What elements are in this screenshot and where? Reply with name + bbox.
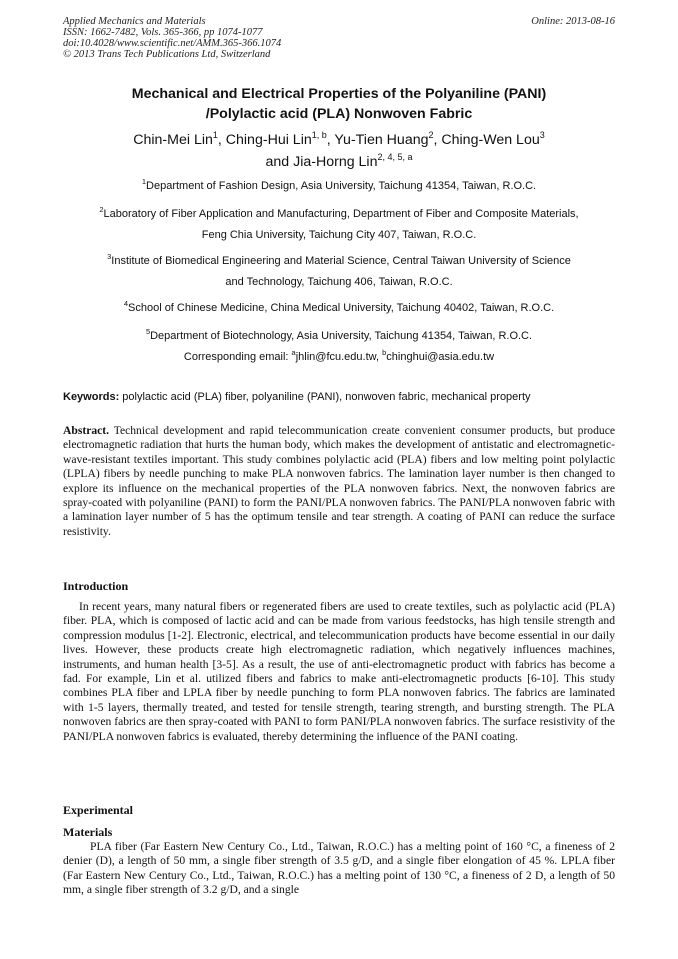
author-name: , Yu-Tien Huang [326,132,429,148]
journal-issn: ISSN: 1662-7482, Vols. 365-366, pp 1074-1077 [63,27,263,38]
email-address: jhlin@fcu.edu.tw, [295,351,383,363]
journal-doi: doi:10.4028/www.scientific.net/AMM.365-366.1074 [63,38,282,49]
affiliation-3 [63,251,615,293]
journal-header [63,16,281,60]
keywords [63,390,615,404]
corresponding-email [63,347,615,368]
author-name: Chin-Mei Lin [133,132,213,148]
affiliation-line [63,204,615,225]
affiliation-text: Institute of Biomedical Engineering and Material Science, Central Taiwan University of Science [111,255,571,267]
subsection-heading-materials: Materials [63,825,113,839]
author-name: , Ching-Wen Lou [433,132,540,148]
keywords-text: polylactic acid (PLA) fiber, polyaniline (PANI), nonwoven fabric, mechanical property [119,391,531,403]
journal-name: Applied Mechanics and Materials [63,16,206,27]
author-name: and Jia-Horng Lin [265,154,378,170]
affiliation-line: Feng Chia University, Taichung City 407, Taiwan, R.O.C. [201,229,477,241]
introduction-paragraph: In recent years, many natural fibers or regenerated fibers are used to create textiles, such as polylactic acid (PLA) fiber. PLA, which is composed of lactic acid and can be made from various feedstocks, has high tensile strength and compression modulus [1-2]. Electronic, electrical, and telecommunication products have become essential in our daily lives. However, these products create high electromagnetic radiation, which negatively influences machines, instruments, and human health [3-5]. As a result, the use of anti-electromagnetic product with fabrics has become a fad. For example, Lin et al. utilized fibers and fabrics to make anti-electromagnetic products [6-10]. This study combines PLA fiber and LPLA fiber by needle punching to form PLA nonwoven fabrics. The fabrics are laminated with 1-5 layers, thermally treated, and tested for tensile strength, tearing strength, and bursting strength. The PLA nonwoven fabrics are then spray-coated with PANI to form PANI/PLA nonwoven fabrics. The surface resistivity of the PANI/PLA nonwoven fabrics is evaluated, thereby determining the influence of the PANI coating. [63,600,615,743]
abstract [63,424,615,539]
affiliation-line [63,326,615,347]
online-date: Online: 2013-08-16 [531,16,615,27]
affiliation-2 [63,204,615,246]
author-affiliation-mark: 1 [212,130,218,140]
affiliation-text: Laboratory of Fiber Application and Manufacturing, Department of Fiber and Composite Materials, [103,208,579,220]
affiliation-line [63,251,615,272]
affiliation-line: and Technology, Taichung 406, Taiwan, R.O.C. [225,276,453,288]
affiliation-mark: 5 [145,327,151,336]
author-affiliation-mark: 3 [539,130,545,140]
author-list [63,129,615,173]
affiliation-text: Department of Biotechnology, Asia University, Taichung 41354, Taiwan, R.O.C. [150,330,533,342]
affiliation-mark: 3 [107,252,112,261]
affiliation-mark: 4 [123,299,128,308]
abstract-text: Technical development and rapid telecommunication create convenient consumer products, but produce electromagnetic radiation that hurts the human body, which makes the development of antistatic and electromagnetic-wave-resistant textiles important. This study combines polylactic acid (PLA) fibers and low melting point polylactic (LPLA) fibers by needle punching to make PLA nonwoven fabrics. The lamination layer number is then changed to explore its influence on the mechanical properties of the PLA nonwoven fabrics. Next, the nonwoven fabrics are spray-coated with polyaniline (PANI) to form the PANI/PLA nonwoven fabrics. The PANI/PLA nonwoven fabric with a lamination layer number of 5 has the optimum tensile and tear strength. A coating of PANI can reduce the surface resistivity. [63,424,615,538]
author-affiliation-mark: 2, 4, 5, a [377,152,413,162]
email-mark: a [291,348,296,357]
author-line-1 [63,129,615,151]
affiliation-5 [63,326,615,368]
title-line-2: /Polylactic acid (PLA) Nonwoven Fabric [205,106,473,122]
affiliation-4 [63,298,615,319]
affiliation-mark: 2 [99,205,104,214]
author-affiliation-mark: 1, b [311,130,327,140]
email-label: Corresponding email: [183,351,292,363]
keywords-label: Keywords: [63,391,120,403]
journal-copyright: © 2013 Trans Tech Publications Ltd, Switzerland [63,49,271,60]
section-heading-introduction: Introduction [63,579,129,593]
title-line-1: Mechanical and Electrical Properties of the Polyaniline (PANI) [131,86,547,102]
section-heading-experimental: Experimental [63,803,133,817]
abstract-label: Abstract. [63,424,110,437]
author-line-2 [63,151,615,173]
affiliation-mark: 1 [141,177,147,186]
affiliation-text: Department of Fashion Design, Asia University, Taichung 41354, Taiwan, R.O.C. [146,180,537,192]
materials-paragraph: PLA fiber (Far Eastern New Century Co., Ltd., Taiwan, R.O.C.) has a melting point of 160 °C, a fineness of 2 denier (D), a length of 50 mm, a single fiber strength of 3.5 g/D, and a single fiber elongation of 45 %. LPLA fiber (Far Eastern New Century Co., Ltd., Taiwan, R.O.C.) has a melting point of 130 °C, a fineness of 2 D, a length of 50 mm, a single fiber strength of 3.2 g/D, and a single [63,840,615,897]
author-affiliation-mark: 2 [428,130,434,140]
affiliation-1 [63,176,615,197]
paper-title [63,84,615,124]
affiliation-text: School of Chinese Medicine, China Medical University, Taichung 40402, Taiwan, R.O.C. [128,302,555,314]
email-address: chinghui@asia.edu.tw [386,351,495,363]
email-mark: b [382,348,387,357]
author-name: , Ching-Hui Lin [217,132,312,148]
